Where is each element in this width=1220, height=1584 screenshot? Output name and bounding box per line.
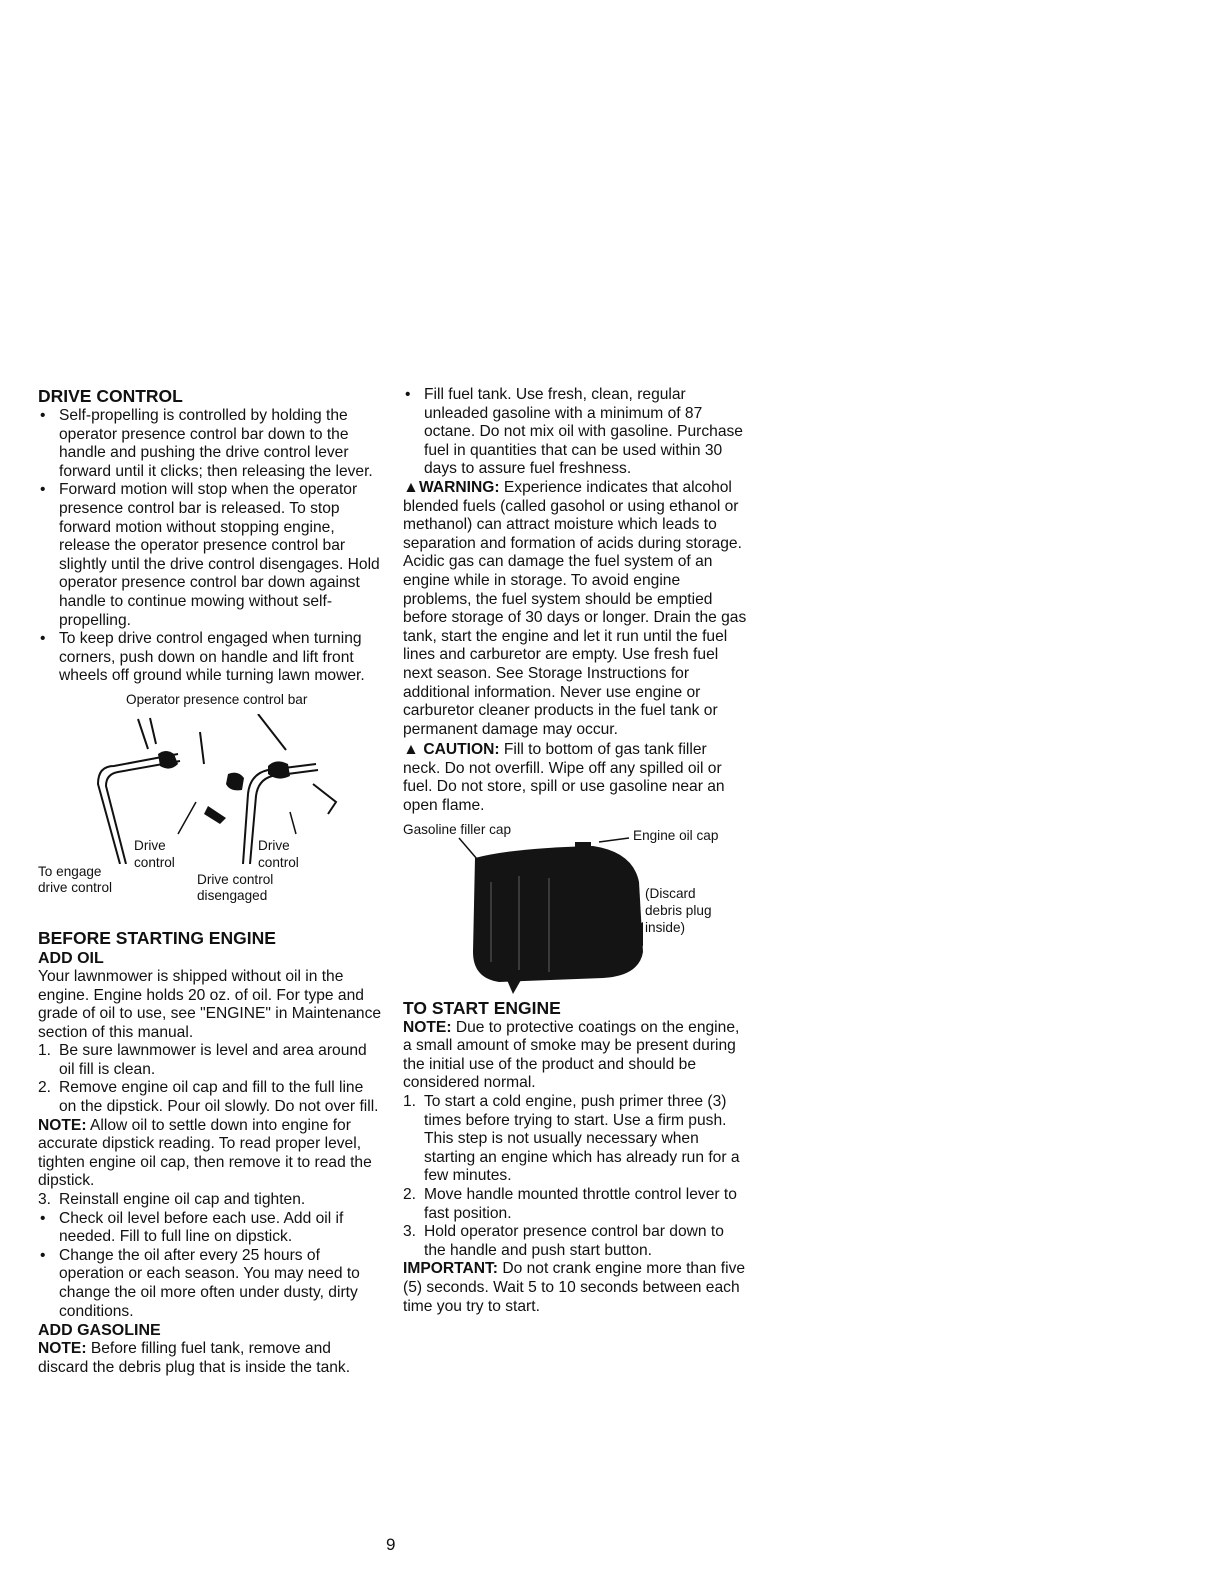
note-text: Before filling fuel tank, remove and discard the debris plug that is inside the tank. bbox=[38, 1340, 351, 1376]
drive-control-figure bbox=[38, 692, 383, 928]
note-label: NOTE: bbox=[38, 1340, 87, 1358]
list-item bbox=[38, 1079, 383, 1116]
note-label: NOTE: bbox=[38, 1116, 87, 1134]
note-text: Due to protective coatings on the engine, a small amount of smoke may be present during the initial use of the product and should be considered normal. bbox=[403, 1018, 740, 1092]
step-text: Move handle mounted throttle control lever to fast position. bbox=[424, 1186, 737, 1222]
caution-paragraph bbox=[403, 741, 748, 815]
list-item bbox=[403, 1093, 748, 1186]
discard-label-1: (Discard bbox=[645, 885, 696, 901]
list-item: • Check oil level before each use. Add oil if needed. Fill to full line on dipstick. bbox=[38, 1210, 383, 1247]
important-label: IMPORTANT: bbox=[403, 1260, 498, 1278]
warning-label: WARNING: bbox=[419, 478, 500, 496]
list-item: • Forward motion will stop when the operator presence control bar is released. To stop forward motion without stopping engine, release the operator presence control bar slightly until the drive control disengages. Hold operator presence control bar down against handle to continue mowing without self-propelling. bbox=[38, 481, 383, 630]
list-item bbox=[38, 1191, 383, 1210]
control-right-label: control bbox=[258, 854, 299, 870]
engage-label-1: To engage bbox=[38, 863, 102, 879]
caution-label: CAUTION: bbox=[423, 741, 500, 759]
warning-text: Experience indicates that alcohol blended fuels (called gasohol or using ethanol or methanol) can attract moisture which leads to separation and formation of acids during storage. Acidic gas can damage the fuel system of an engine while in storage. To avoid engine problems, the fuel system should be emptied before storage of 30 days or longer. Drain the gas tank, start the engine and let it run until the fuel lines and carburetor are empty. Use fresh fuel next season. See Storage Instructions for additional information. Never use engine or carburetor cleaner products in the fuel tank or permanent damage may occur. bbox=[403, 478, 747, 738]
note-text: Allow oil to settle down into engine for accurate dipstick reading. To read proper level, tighten engine oil cap, then remove it to read the dipstick. bbox=[38, 1116, 372, 1190]
disengaged-label-2: disengaged bbox=[197, 887, 268, 903]
add-oil-step-3 bbox=[38, 1191, 383, 1210]
note-label: NOTE: bbox=[403, 1018, 452, 1036]
step-text: Hold operator presence control bar down to the handle and push start button. bbox=[424, 1223, 724, 1259]
list-item bbox=[38, 1042, 383, 1079]
start-note bbox=[403, 1019, 748, 1093]
step-text: Remove engine oil cap and fill to the full line on the dipstick. Pour oil slowly. Do not over fill. bbox=[59, 1079, 379, 1116]
start-engine-heading: TO START ENGINE bbox=[403, 997, 561, 1018]
list-item: • Change the oil after every 25 hours of operation or each season. You may need to change the oil more often under dusty, dirty conditions. bbox=[38, 1247, 383, 1321]
oil-note bbox=[38, 1117, 383, 1191]
drive-control-heading: DRIVE CONTROL bbox=[38, 386, 183, 406]
oil-cap-label: Engine oil cap bbox=[633, 827, 719, 843]
list-item: • To keep drive control engaged when turning corners, push down on handle and lift front wheels off ground while turning lawn mower. bbox=[38, 630, 383, 686]
discard-label-3: inside) bbox=[645, 919, 686, 935]
warning-icon: ▲ bbox=[403, 478, 419, 496]
list-item bbox=[403, 1223, 748, 1260]
control-left-label: control bbox=[134, 854, 175, 870]
add-oil-heading: ADD OIL bbox=[38, 949, 104, 967]
oil-bullets bbox=[38, 1210, 383, 1322]
add-gasoline-heading: ADD GASOLINE bbox=[38, 1322, 161, 1340]
list-item: • Fill fuel tank. Use fresh, clean, regular unleaded gasoline with a minimum of 87 octane. Do not mix oil with gasoline. Purchase fuel in quantities that can be used within 30 days to assure fuel freshness. bbox=[403, 386, 748, 479]
engine-illustration bbox=[403, 822, 663, 998]
before-starting-heading: BEFORE STARTING ENGINE bbox=[38, 927, 276, 948]
discard-label-2: debris plug bbox=[645, 902, 712, 918]
list-item: • Self-propelling is controlled by holding the operator presence control bar down to the handle and pushing the drive control lever forward until it clicks; then releasing the lever. bbox=[38, 407, 383, 481]
drive-right-label: Drive bbox=[258, 837, 290, 853]
step-number: 3. bbox=[38, 1191, 52, 1209]
step-number: 3. bbox=[403, 1223, 417, 1241]
step-number: 2. bbox=[38, 1079, 52, 1097]
step-text: Be sure lawnmower is level and area around oil fill is clean. bbox=[59, 1042, 367, 1078]
important-text: Do not crank engine more than five (5) seconds. Wait 5 to 10 seconds between each time you try to start. bbox=[403, 1260, 746, 1315]
fuel-list bbox=[403, 386, 748, 479]
drive-left-label: Drive bbox=[134, 837, 166, 853]
start-steps bbox=[403, 1093, 748, 1260]
caution-text: Fill to bottom of gas tank filler neck. Do not overfill. Wipe off any spilled oil or fuel. Do not store, spill or use gasoline near an open flame. bbox=[403, 741, 725, 815]
operator-bar-label: Operator presence control bar bbox=[126, 691, 308, 707]
right-column bbox=[403, 386, 748, 1316]
filler-cap-label: Gasoline filler cap bbox=[403, 821, 512, 837]
drive-control-list bbox=[38, 407, 383, 686]
step-text: Reinstall engine oil cap and tighten. bbox=[59, 1191, 306, 1209]
warning-icon: ▲ bbox=[403, 741, 419, 759]
step-number: 1. bbox=[38, 1042, 52, 1060]
gasoline-note bbox=[38, 1340, 383, 1377]
important-paragraph bbox=[403, 1260, 748, 1316]
disengaged-label-1: Drive control bbox=[197, 871, 274, 887]
engage-label-2: drive control bbox=[38, 879, 113, 895]
step-number: 1. bbox=[403, 1093, 417, 1111]
mower-handle-illustration bbox=[78, 714, 378, 864]
list-item bbox=[403, 1186, 748, 1223]
warning-paragraph bbox=[403, 479, 748, 739]
fuel-figure bbox=[403, 822, 748, 998]
step-text: To start a cold engine, push primer three (3) times before trying to start. Use a firm push. This step is not usually necessary when starting an engine which has already run for a few minutes. bbox=[424, 1093, 740, 1185]
left-column bbox=[38, 386, 383, 1377]
add-oil-intro: Your lawnmower is shipped without oil in the engine. Engine holds 20 oz. of oil. For type and grade of oil to use, see "ENGINE" in Maintenance section of this manual. bbox=[38, 967, 382, 1041]
add-oil-steps bbox=[38, 1042, 383, 1116]
step-number: 2. bbox=[403, 1186, 417, 1203]
page-number: 9 bbox=[386, 1535, 396, 1554]
